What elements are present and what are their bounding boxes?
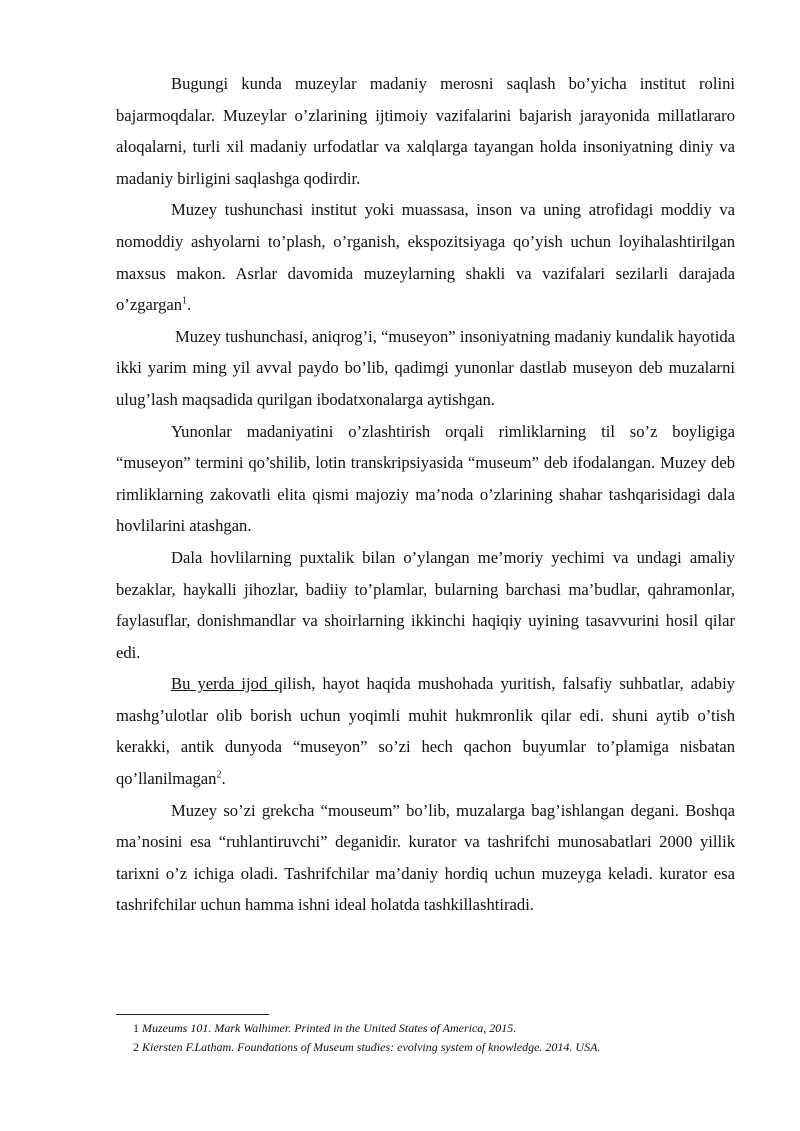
paragraph-text: Dala hovlilarning puxtalik bilan o’ylangan me’moriy yechimi va undagi amaliy bezaklar, haykalli jihozlar, badiiy to’plamlar, bularning barchasi ma’budlar, qahramonlar, faylasuflar, donishmandlar va shoirlarning ikkinchi haqiqiy uyining tasavvurini hosil qilar edi. <box>116 547 735 662</box>
footnote-number: 1 <box>133 1021 139 1035</box>
paragraph-end-punct: . <box>221 769 226 789</box>
paragraph-1 <box>116 68 735 194</box>
footnote-reference-2: 2 <box>216 769 222 781</box>
paragraph-4 <box>116 416 735 542</box>
footnotes <box>133 1019 753 1057</box>
footnote-1 <box>133 1019 753 1038</box>
paragraph-5 <box>116 542 735 668</box>
paragraph-text: Yunonlar madaniyatini o’zlashtirish orqali rimliklarning til so’z boyligiga “museyon” termini qo’shilib, lotin transkripsiyasida “museum” deb ifodalangan. Muzey deb rimliklarning zakovatli elita qismi majoziy ma’noda o’zlarining shahar tashqarisidagi dala hovlilarini atashgan. <box>116 421 735 536</box>
footnote-2 <box>133 1038 753 1057</box>
paragraph-6 <box>116 668 735 794</box>
paragraph-text: ilish, hayot haqida mushohada yuritish, falsafiy suhbatlar, adabiy mashg’ulotlar olib borish uchun yoqimli muhit hukmronlik qilar edi. shuni aytib o’tish kerakki, antik dunyoda “museyon” so’zi hech qachon buyumlar to’plamiga nisbatan qo’llanilmagan <box>116 674 735 789</box>
underlined-phrase: Bu yerda ijod q <box>171 674 283 694</box>
paragraph-text: Muzey tushunchasi, aniqrog’i, “museyon” insoniyatning madaniy kundalik hayotida ikki yarim ming yil avval paydo bo’lib, qadimgi yunonlar dastlab museyon deb muzalarni ulug’lash maqsadida qurilgan ibodatxonalarga aytishgan. <box>116 326 735 409</box>
paragraph-2 <box>116 194 735 320</box>
paragraph-text: Muzey tushunchasi institut yoki muassasa, inson va uning atrofidagi moddiy va nomoddiy ashyolarni to’plash, o’rganish, ekspozitsiyaga qo’yish uchun loyihalashtirilgan maxsus makon. Asrlar davomida muzeylarning shakli va vazifalari sezilarli darajada o’zgargan <box>116 200 735 315</box>
footnote-reference-1: 1 <box>182 295 188 307</box>
footnote-text: Kiersten F.Latham. Foundations of Museum studies: evolving system of knowledge. 2014. USA. <box>142 1040 601 1054</box>
footnote-text: Muzeums 101. Mark Walhimer. Printed in the United States of America, 2015. <box>142 1021 517 1035</box>
paragraph-end-punct: . <box>187 295 192 315</box>
footnote-separator <box>116 1014 269 1015</box>
paragraph-text: Bugungi kunda muzeylar madaniy merosni saqlash bo’yicha institut rolini bajarmoqdalar. Muzeylar o’zlarining ijtimoiy vazifalarini bajarish jarayonida millatlararo aloqalarni, turli xil madaniy urfodatlar va xalqlarga tayangan holda insoniyatning diniy va madaniy birligini saqlashga qodirdir. <box>116 74 735 188</box>
paragraph-7 <box>116 795 735 921</box>
document-body <box>116 68 735 921</box>
paragraph-text: Muzey so’zi grekcha “mouseum” bo’lib, muzalarga bag’ishlangan degani. Boshqa ma’nosini esa “ruhlantiruvchi” deganidir. kurator va tashrifchi munosabatlari 2000 yillik tarixni o’z ichiga oladi. Tashrifchilar ma’daniy hordiq uchun muzeyga keladi. kurator esa tashrifchilar uchun hamma ishni ideal holatda tashkillashtiradi. <box>116 800 735 915</box>
paragraph-3 <box>116 321 735 416</box>
footnote-number: 2 <box>133 1040 139 1054</box>
